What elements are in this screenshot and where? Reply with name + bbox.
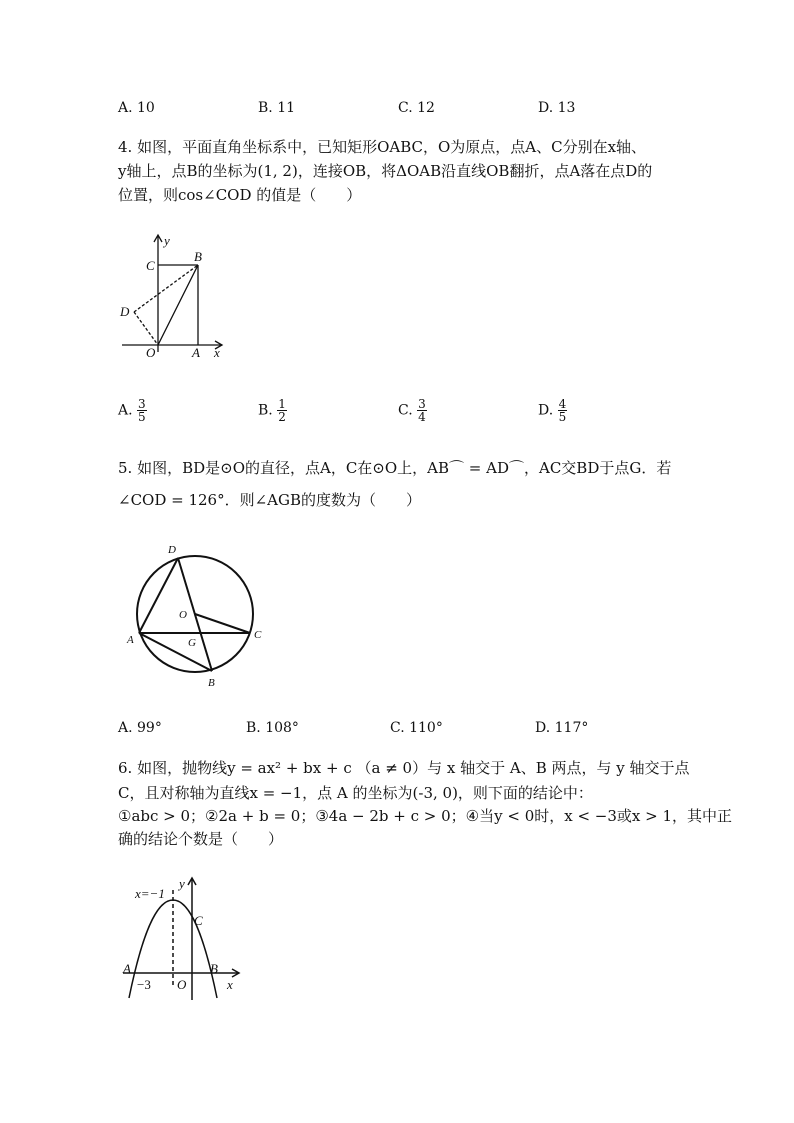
q5-text-line-1: 5. 如图，BD是⊙O的直径，点A，C在⊙O上，AB⌒ = AD⌒，AC交BD于点G．若 [118, 459, 672, 477]
q4-option-a-denominator: 5 [138, 410, 146, 424]
q4-label-b: B [194, 249, 202, 264]
q4-option-a-fraction [137, 398, 147, 423]
q6-label-minus-three: −3 [137, 977, 151, 992]
q6-figure [115, 870, 250, 1005]
q3-option-d[interactable]: D. 13 [538, 100, 576, 116]
q4-option-c[interactable] [398, 398, 427, 423]
q6-label-c: C [194, 913, 203, 928]
q6-label-b: B [210, 961, 218, 976]
q5-option-c[interactable]: C. 110° [390, 720, 443, 736]
q4-option-c-prefix: C. [398, 402, 413, 419]
q6-text-line-4: 确的结论个数是（ ） [118, 830, 284, 848]
q4-text-line-3: 位置，则cos∠COD 的值是（ ） [118, 186, 362, 204]
q4-option-d[interactable] [538, 398, 567, 423]
q4-dashed-do [134, 312, 158, 345]
q5-option-d[interactable]: D. 117° [535, 720, 589, 736]
q4-label-c: C [146, 258, 155, 273]
q4-option-a-prefix: A. [118, 402, 133, 419]
q4-option-b-denominator: 2 [278, 410, 286, 424]
q4-option-c-fraction [417, 398, 427, 423]
q4-option-b-numerator: 1 [278, 397, 286, 411]
q4-option-b-fraction [277, 398, 287, 423]
q4-text-line-1: 4. 如图，平面直角坐标系中，已知矩形OABC，O为原点，点A、C分别在x轴、 [118, 138, 647, 156]
q4-option-b-prefix: B. [258, 402, 273, 419]
q4-option-d-numerator: 4 [558, 397, 567, 411]
q5-label-g: G [188, 637, 196, 649]
q4-option-c-numerator: 3 [418, 397, 426, 411]
q6-label-x: x [227, 977, 233, 992]
q4-option-b[interactable] [258, 398, 287, 423]
q5-label-a: A [127, 634, 134, 646]
q4-option-d-denominator: 5 [558, 410, 567, 424]
q5-radius-oc [195, 614, 250, 633]
q5-label-b: B [208, 677, 215, 689]
q4-option-d-fraction [558, 398, 568, 423]
q6-label-a: A [123, 961, 131, 976]
q4-text-line-2: y轴上，点B的坐标为(1, 2)，连接OB，将ΔOAB沿直线OB翻折，点A落在点D的 [118, 162, 653, 180]
q5-text-line-2: ∠COD = 126°．则∠AGB的度数为（ ） [118, 491, 422, 509]
q6-label-axis: x=−1 [135, 886, 165, 901]
q4-figure [114, 230, 234, 365]
q3-option-b[interactable]: B. 11 [258, 100, 296, 116]
q4-label-d: D [120, 304, 130, 319]
q5-label-d: D [168, 544, 176, 556]
q4-option-d-prefix: D. [538, 402, 554, 419]
q6-text-line-1: 6. 如图，抛物线y = ax² + bx + c （a ≠ 0）与 x 轴交于 A、B 两点，与 y 轴交于点 [118, 759, 690, 777]
q5-option-a[interactable]: A. 99° [118, 720, 162, 736]
q4-option-a[interactable] [118, 398, 147, 423]
q4-diagonal-ob [158, 265, 198, 345]
q4-option-c-denominator: 4 [418, 410, 426, 424]
q4-label-o: O [146, 345, 156, 360]
q4-label-x: x [214, 345, 220, 360]
q6-label-o: O [177, 977, 187, 992]
q6-text-line-3: ①abc > 0；②2a + b = 0；③4a − 2b + c > 0；④当y < 0时，x < −3或x > 1，其中正 [118, 807, 733, 825]
q5-option-b[interactable]: B. 108° [246, 720, 299, 736]
q6-text-line-2: C，且对称轴为直线x = −1，点 A 的坐标为(-3, 0)，则下面的结论中： [118, 784, 593, 802]
q6-label-y: y [179, 876, 185, 891]
q4-label-y: y [164, 233, 170, 248]
q4-option-a-numerator: 3 [138, 397, 146, 411]
q3-option-a[interactable]: A. 10 [118, 100, 155, 116]
q3-option-c[interactable]: C. 12 [398, 100, 435, 116]
q5-figure [122, 540, 272, 690]
q4-dashed-db [134, 265, 198, 312]
q4-label-a: A [192, 345, 200, 360]
q5-label-c: C [254, 629, 262, 641]
q5-label-o: O [179, 609, 187, 621]
